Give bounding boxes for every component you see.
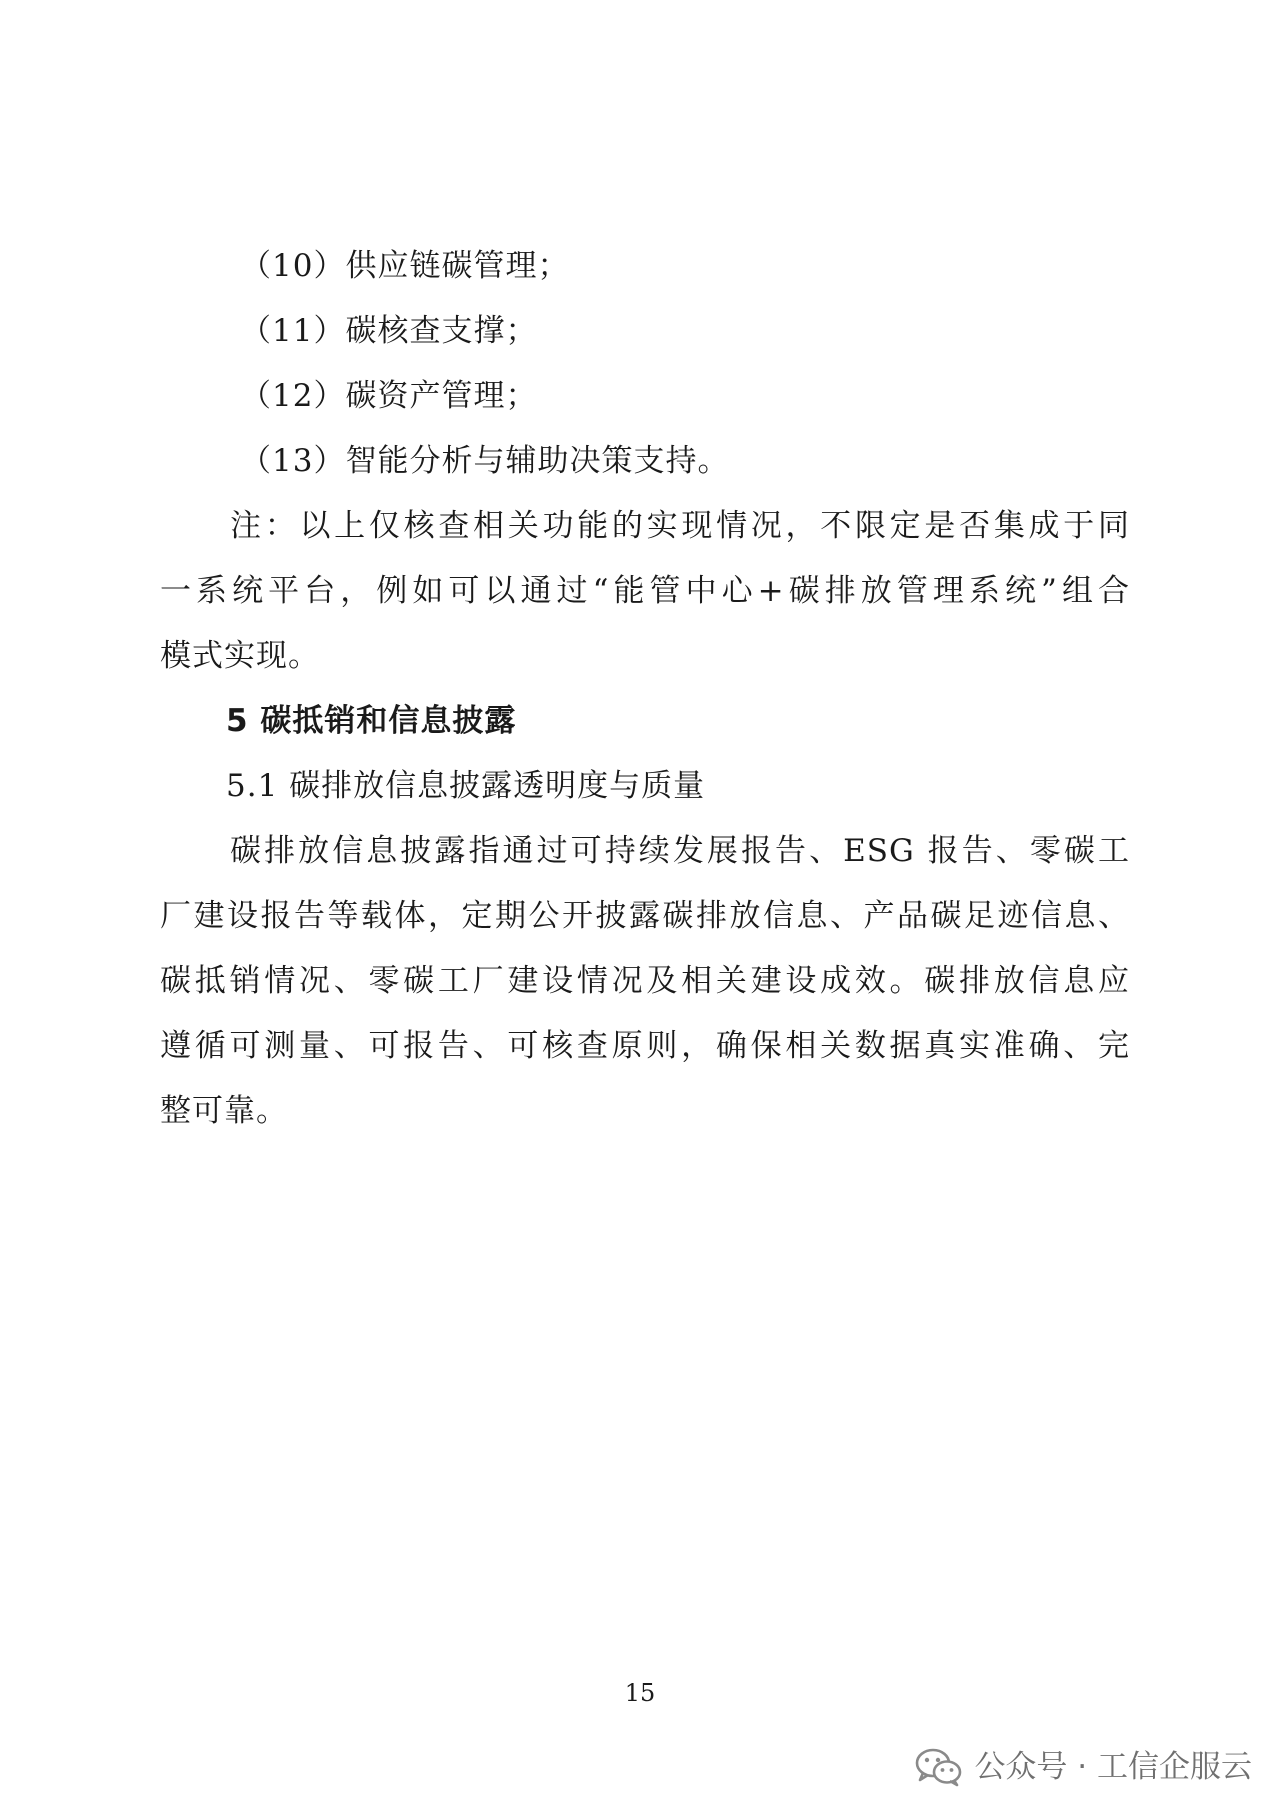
note-line-1: 注：以上仅核查相关功能的实现情况，不限定是否集成于同 <box>230 508 1130 544</box>
list-item-11: （11）碳核查支撑； <box>240 313 538 349</box>
paragraph-line-1: 碳排放信息披露指通过可持续发展报告、ESG 报告、零碳工 <box>230 833 1130 869</box>
list-item-10: （10）供应链碳管理； <box>240 248 570 284</box>
watermark <box>914 1746 1252 1788</box>
list-item-13: （13）智能分析与辅助决策支持。 <box>240 443 730 479</box>
paragraph-line-3: 碳抵销情况、零碳工厂建设情况及相关建设成效。碳排放信息应 <box>160 963 1130 999</box>
paragraph-line-5: 整可靠。 <box>160 1093 288 1129</box>
note-line-2: 一系统平台，例如可以通过“能管中心+碳排放管理系统”组合 <box>160 573 1130 609</box>
paragraph-line-4: 遵循可测量、可报告、可核查原则，确保相关数据真实准确、完 <box>160 1028 1130 1064</box>
list-item-12: （12）碳资产管理； <box>240 378 538 414</box>
section-subheading: 5.1 碳排放信息披露透明度与质量 <box>226 768 706 804</box>
watermark-text: 公众号 · 工信企服云 <box>974 1749 1252 1785</box>
paragraph-line-2: 厂建设报告等载体，定期公开披露碳排放信息、产品碳足迹信息、 <box>160 898 1130 934</box>
section-heading: 5 碳抵销和信息披露 <box>226 703 517 739</box>
page-number: 15 <box>624 1679 656 1707</box>
wechat-icon <box>914 1746 964 1788</box>
note-line-3: 模式实现。 <box>160 638 320 674</box>
